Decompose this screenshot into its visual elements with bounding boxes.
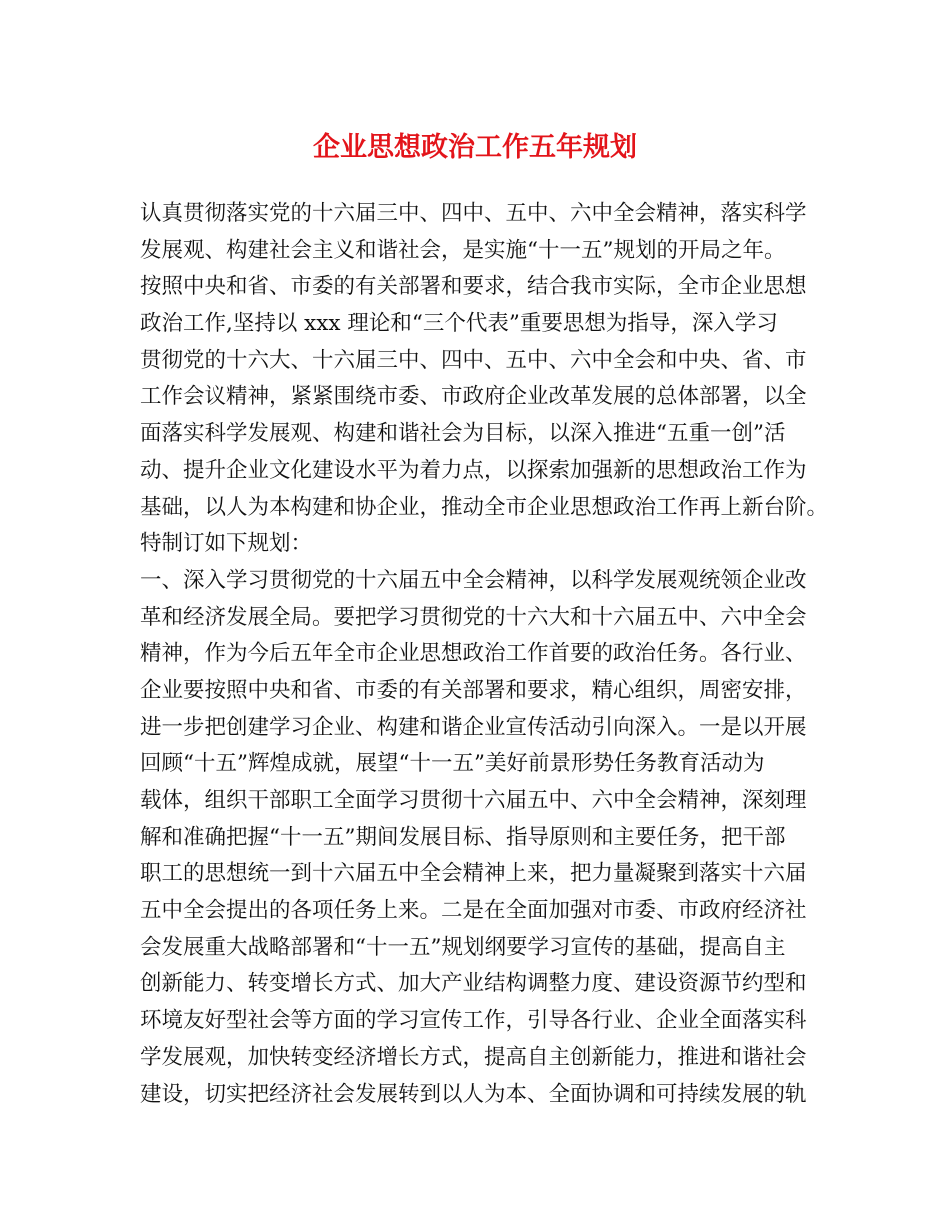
text-line: 动、提升企业文化建设水平为着力点，以探索加强新的思想政治工作为 (140, 457, 807, 483)
text-line: 发展观、构建社会主义和谐社会，是实施“十一五”规划的开局之年。 (140, 237, 786, 263)
text-line: 工作会议精神，紧紧围绕市委、市政府企业改革发展的总体部署，以全 (140, 384, 807, 410)
text-line: 认真贯彻落实党的十六届三中、四中、五中、六中全会精神，落实科学 (140, 201, 807, 226)
text-line: 政治工作,坚持以 xxx 理论和“三个代表”重要思想为指导，深入学习 (140, 311, 778, 337)
text-line: 特制订如下规划： (140, 531, 313, 557)
document-body (140, 196, 829, 1113)
text-line: 创新能力、转变增长方式、加大产业结构调整力度、建设资源节约型和 (140, 971, 807, 997)
text-line: 面落实科学发展观、构建和谐社会为目标，以深入推进“五重一创”活 (140, 421, 786, 447)
document-title: 企业思想政治工作五年规划 (313, 132, 637, 163)
text-line: 建设，切实把经济社会发展转到以人为本、全面协调和可持续发展的轨 (140, 1081, 807, 1107)
text-line: 会发展重大战略部署和“十一五”规划纲要学习宣传的基础，提高自主 (140, 934, 786, 960)
text-line: 职工的思想统一到十六届五中全会精神上来，把力量凝聚到落实十六届 (140, 861, 807, 887)
text-line: 基础，以人为本构建和协企业，推动全市企业思想政治工作再上新台阶。 (140, 494, 829, 520)
text-line: 回顾“十五”辉煌成就，展望“十一五”美好前景形势任务教育活动为 (140, 751, 765, 777)
text-line: 进一步把创建学习企业、构建和谐企业宣传活动引向深入。一是以开展 (140, 714, 807, 740)
text-line: 一、深入学习贯彻党的十六届五中全会精神，以科学发展观统领企业改 (140, 567, 807, 593)
text-line: 五中全会提出的各项任务上来。二是在全面加强对市委、市政府经济社 (140, 898, 807, 924)
text-line: 革和经济发展全局。要把学习贯彻党的十六大和十六届五中、六中全会 (140, 604, 807, 630)
text-line: 精神，作为今后五年全市企业思想政治工作首要的政治任务。各行业、 (140, 641, 807, 667)
text-line: 贯彻党的十六大、十六届三中、四中、五中、六中全会和中央、省、市 (140, 347, 807, 373)
text-line: 环境友好型社会等方面的学习宣传工作，引导各行业、企业全面落实科 (140, 1008, 807, 1034)
text-line: 按照中央和省、市委的有关部署和要求，结合我市实际，全市企业思想 (140, 274, 807, 300)
text-line: 企业要按照中央和省、市委的有关部署和要求，精心组织，周密安排， (140, 677, 807, 703)
text-line: 载体，组织干部职工全面学习贯彻十六届五中、六中全会精神，深刻理 (140, 788, 807, 813)
text-line: 学发展观，加快转变经济增长方式，提高自主创新能力，推进和谐社会 (140, 1044, 807, 1070)
text-line: 解和准确把握“十一五”期间发展目标、指导原则和主要任务，把干部 (140, 824, 786, 850)
